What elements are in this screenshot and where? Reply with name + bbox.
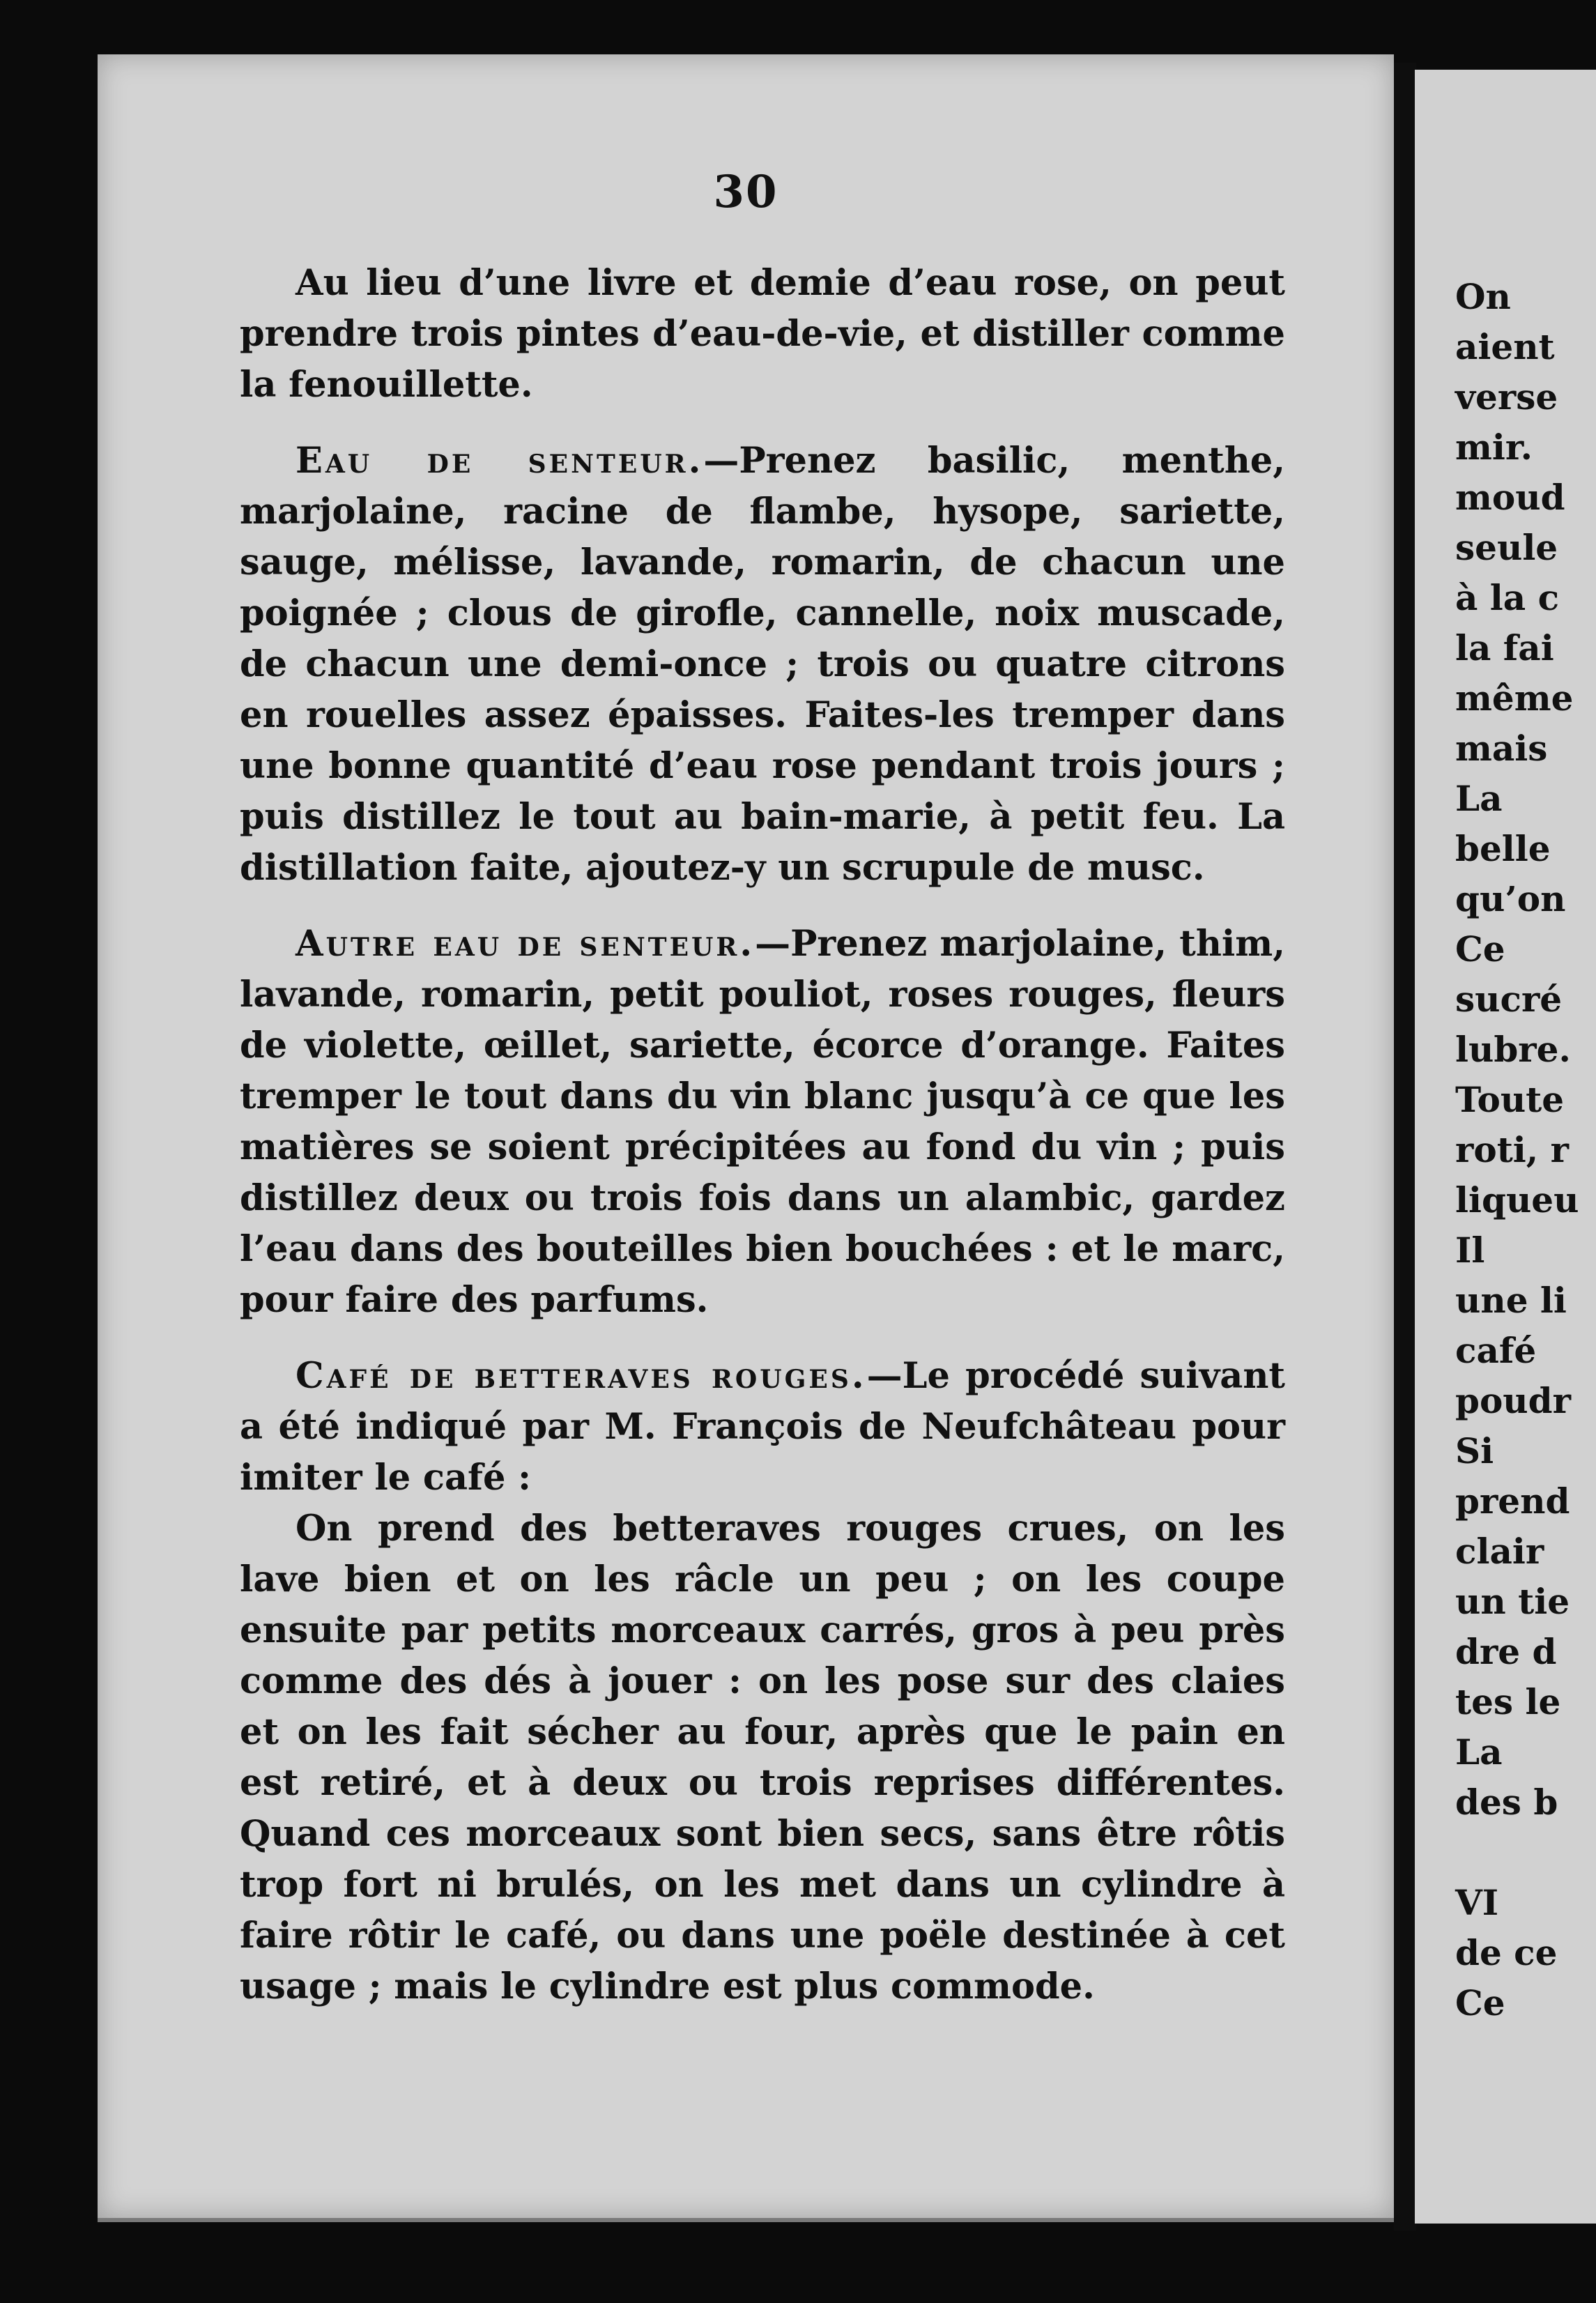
line-fragment: aient [1455, 326, 1555, 367]
line-fragment: tes le [1455, 1681, 1561, 1722]
page-text [240, 258, 1285, 2037]
page-number: 30 [713, 166, 778, 218]
line-fragment: moud [1455, 477, 1565, 518]
line-fragment: belle [1455, 828, 1551, 869]
line-fragment: roti, r [1455, 1129, 1569, 1170]
section-heading: Eau de senteur. [296, 440, 704, 482]
line-fragment: un tie [1455, 1581, 1570, 1622]
line-fragment: dre d [1455, 1631, 1557, 1672]
next-page-fragments [1455, 272, 1579, 2028]
line-fragment: mir. [1455, 427, 1533, 468]
line-fragment: Si [1455, 1430, 1494, 1471]
line-fragment: une li [1455, 1280, 1567, 1321]
paragraph-eau-de-senteur [240, 436, 1285, 894]
book-page [98, 54, 1394, 2222]
paragraph-text: Au lieu d’une livre et demie d’eau rose, on peut prendre trois pintes d’eau-de-vie, et distiller comme la fenouillette. [240, 262, 1285, 406]
paragraph-text: —Prenez basilic, menthe, marjolaine, racine de flambe, hysope, sariette, sauge, mélisse, lavande, romarin, de chacun une poignée ; clous de girofle, cannelle, noix muscade, de chacun une demi-once ; trois ou quatre citrons en rouelles assez épaisses. Faites-les tremper dans une bonne quantité d’eau rose pendant trois jours ; puis distillez le tout au bain-marie, à petit feu. La distillation faite, ajoutez-y un scrupule de musc. [240, 440, 1285, 889]
line-fragment: VI [1455, 1882, 1499, 1923]
paragraph-cafe-de-betteraves [240, 1351, 1285, 1504]
line-fragment: café [1455, 1330, 1537, 1371]
line-fragment: seule [1455, 527, 1558, 568]
line-fragment: la fai [1455, 627, 1554, 668]
line-fragment: Ce [1455, 1982, 1505, 2023]
line-fragment: lubre. [1455, 1029, 1571, 1070]
line-fragment: Ce [1455, 928, 1505, 970]
line-fragment: Toute [1455, 1079, 1565, 1120]
line-fragment: La [1455, 1731, 1503, 1773]
line-fragment: qu’on [1455, 878, 1566, 919]
paragraph-text: On prend des betteraves rouges crues, on les lave bien et on les râcle un peu ; on les coupe ensuite par petits morceaux carrés, gros à peu près comme des dés à jouer : on les pose sur des claies et on les fait sécher au four, après que le pain en est retiré, et à deux ou trois reprises différentes. Quand ces morceaux sont bien secs, sans être rôtis trop fort ni brulés, on les met dans un cylindre à faire rôtir le café, ou dans une poële destinée à cet usage ; mais le cylindre est plus commode. [240, 1508, 1285, 2007]
book-gutter [1394, 63, 1416, 2231]
line-fragment: liqueu [1455, 1179, 1579, 1221]
section-heading: Autre eau de senteur. [296, 923, 755, 965]
line-fragment: On [1455, 276, 1511, 317]
line-fragment: poudr [1455, 1380, 1571, 1421]
paragraph-autre-eau-de-senteur [240, 919, 1285, 1326]
paragraph-text: —Le procédé suivant a été indiqué par M. François de Neufchâteau pour imiter le café : [240, 1355, 1285, 1499]
next-page-edge [1415, 70, 1596, 2224]
line-fragment: La [1455, 778, 1503, 819]
line-fragment: Il [1455, 1230, 1485, 1271]
line-fragment: prend [1455, 1480, 1570, 1522]
line-fragment: des b [1455, 1782, 1558, 1823]
line-fragment: clair [1455, 1531, 1544, 1572]
line-fragment: à la c [1455, 577, 1560, 618]
line-fragment [1455, 1828, 1579, 1878]
line-fragment: mais [1455, 728, 1548, 769]
section-heading: Café de betteraves rouges. [296, 1355, 867, 1397]
paragraph-procede [240, 1504, 1285, 2012]
paragraph-text: —Prenez marjolaine, thim, lavande, romarin, petit pouliot, roses rouges, fleurs de violette, œillet, sariette, écorce d’orange. Faites tremper le tout dans du vin blanc jusqu’à ce que les matières se soient précipitées au fond du vin ; puis distillez deux ou trois fois dans un alambic, gardez l’eau dans des bouteilles bien bouchées : et le marc, pour faire des parfums. [240, 923, 1285, 1321]
line-fragment: sucré [1455, 979, 1563, 1020]
line-fragment: verse [1455, 376, 1558, 418]
line-fragment: de ce [1455, 1932, 1558, 1973]
paragraph-intro [240, 258, 1285, 411]
line-fragment: même [1455, 678, 1574, 719]
